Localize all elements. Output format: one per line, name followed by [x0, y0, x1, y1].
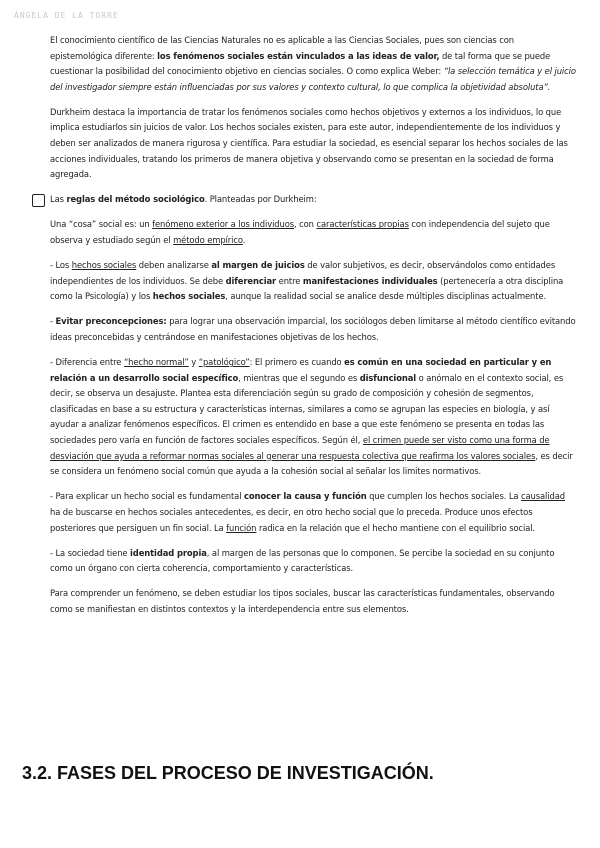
text: El conocimiento científico de las Ciencias Naturales no es aplicable a las Ciencias Sociales, pues son ciencias con epistemológica diferente:	[50, 35, 514, 61]
text: .	[242, 235, 246, 246]
underlined-text: características propias	[316, 219, 409, 230]
text: para lograr una observación imparcial, los sociólogos deben limitarse al método científico evitando ideas preconcebidas y centrándose en manifestaciones objetivas de los hechos.	[50, 316, 576, 342]
text: Las	[50, 194, 67, 205]
bold-text: es común en una sociedad en particular y en relación a un desarrollo social específico	[50, 357, 552, 383]
bold-text: disfuncional	[359, 372, 417, 383]
text: : El primero es cuando	[249, 357, 345, 368]
bold-text: los fenómenos sociales están vinculados a las ideas de valor,	[157, 50, 440, 61]
bold-text: diferenciar	[225, 275, 277, 286]
task-item-reglas	[50, 192, 576, 208]
text: , al margen de las personas que lo componen. Se percibe la sociedad en su conjunto como un órgano con cierta coherencia, comportamiento y características.	[50, 547, 555, 574]
paragraph-cosa-social	[50, 217, 576, 248]
underlined-text: hechos sociales	[71, 260, 137, 271]
underlined-text: fenómeno exterior a los individuos	[152, 219, 295, 230]
text: - Para explicar un hecho social es fundamental	[50, 491, 244, 502]
text: , con	[294, 219, 317, 230]
text: ha de buscarse en hechos sociales antecedentes, es decir, en otro hecho social que lo preceda. Produce unos efectos posteriores que persiguen un fin social. La	[50, 506, 533, 533]
paragraph-durkheim: Durkheim destaca la importancia de tratar los fenómenos sociales como hechos objetivos y externos a los individuos, lo que implica estudiarlos sin juicios de valor. Los hechos sociales existen, para este autor, independientemente de los individuos y deben ser analizados de manera rigurosa y científica. Para estudiar la sociedad, es esencial separar los hechos sociales de las acciones individuales, tratando los primeros de manera objetiva y observando como se presentan en la sociedad de forma agregada.	[50, 106, 568, 180]
bold-text: manifestaciones individuales	[302, 275, 438, 286]
bold-text: al margen de juicios	[211, 260, 305, 271]
text: (pertenecería a otra disciplina como la Psicología) y los	[50, 275, 564, 302]
bold-text: Evitar preconcepciones:	[55, 316, 167, 327]
text: , aunque la realidad social se analice desde múltiples disciplinas actualmente.	[225, 291, 547, 302]
text: o anómalo en el contexto social, es decir, se observa un desajuste. Plantea esta diferenciación según su grado de composición y cohesión de segmentos, clasificadas en base a su estructura y características internas, similares a como se agrupan las especies en biología, y así ayudar a analizar fenómenos específicos. El crimen es entendido en base a que este fenómeno se presenta en todas las sociedades pero varía en función de factores sociales específicos. Según él,	[50, 372, 564, 446]
bold-text: hechos sociales	[152, 291, 226, 302]
paragraph-preconcepciones	[50, 314, 576, 345]
paragraph-identidad	[50, 546, 576, 577]
text: -	[50, 316, 56, 327]
text: con independencia del sujeto que observa y estudiado según el	[50, 219, 550, 246]
underlined-text: “patológico”	[198, 357, 250, 368]
section-heading: 3.2. FASES DEL PROCESO DE INVESTIGACIÓN.	[22, 763, 434, 783]
text: , mientras que el segundo es	[238, 372, 360, 383]
text: - La sociedad tiene	[50, 547, 131, 558]
weber-quote: “la selección temática y el juicio del investigador siempre están influenciadas por sus valores y contexto cultural, lo que complica la objetividad absoluta”.	[50, 66, 576, 92]
underlined-text: el crimen puede ser visto como una forma de desviación que ayuda a reformar normas sociales al generar una respuesta colectiva que reafirma los valores sociales	[50, 435, 550, 461]
underlined-text: método empírico	[173, 235, 243, 246]
bold-text: reglas del método sociológico	[66, 194, 205, 205]
text: que cumplen los hechos sociales. La	[366, 491, 522, 502]
underlined-text: “hecho normal”	[123, 357, 189, 368]
paragraph-hechos-sociales	[50, 258, 576, 305]
text: . Planteadas por Durkheim:	[204, 194, 317, 205]
text: - Los	[50, 260, 72, 271]
paragraph-causa-funcion	[50, 489, 576, 536]
checkbox[interactable]	[32, 194, 45, 207]
paragraph-weber	[50, 33, 576, 95]
underlined-text: causalidad	[521, 491, 565, 502]
text: entre	[276, 275, 303, 286]
text: y	[188, 357, 199, 368]
text: radica en la relación que el hecho mantiene con el equilibrio social.	[256, 522, 536, 533]
author-header: ÁNGELA DE LA TORRE	[14, 11, 119, 20]
paragraph-normal-patologico	[50, 355, 576, 480]
text: de valor subjetivos, es decir, observándolos como entidades independientes de los individuos. Se debe	[50, 260, 556, 286]
text: , es decir se considera un fenómeno social común que ayuda a la cohesión social al señalar los limites normativos.	[50, 450, 573, 477]
text: - Diferencia entre	[50, 357, 124, 368]
underlined-text: función	[226, 522, 257, 533]
document-body	[50, 33, 576, 627]
text: deben analizarse	[136, 260, 212, 271]
bold-text: identidad propia	[130, 547, 207, 558]
bold-text: conocer la causa y función	[244, 491, 367, 502]
paragraph-conclusion: Para comprender un fenómeno, se deben estudiar los tipos sociales, buscar las características fundamentales, observando como se manifiestan en distintos contextos y la interdependencia entre sus elementos.	[50, 588, 555, 614]
text: de tal forma que se puede cuestionar la posibilidad del conocimiento objetivo en ciencias sociales. O como explica Weber:	[50, 50, 551, 77]
text: Una “cosa” social es: un	[50, 219, 153, 230]
